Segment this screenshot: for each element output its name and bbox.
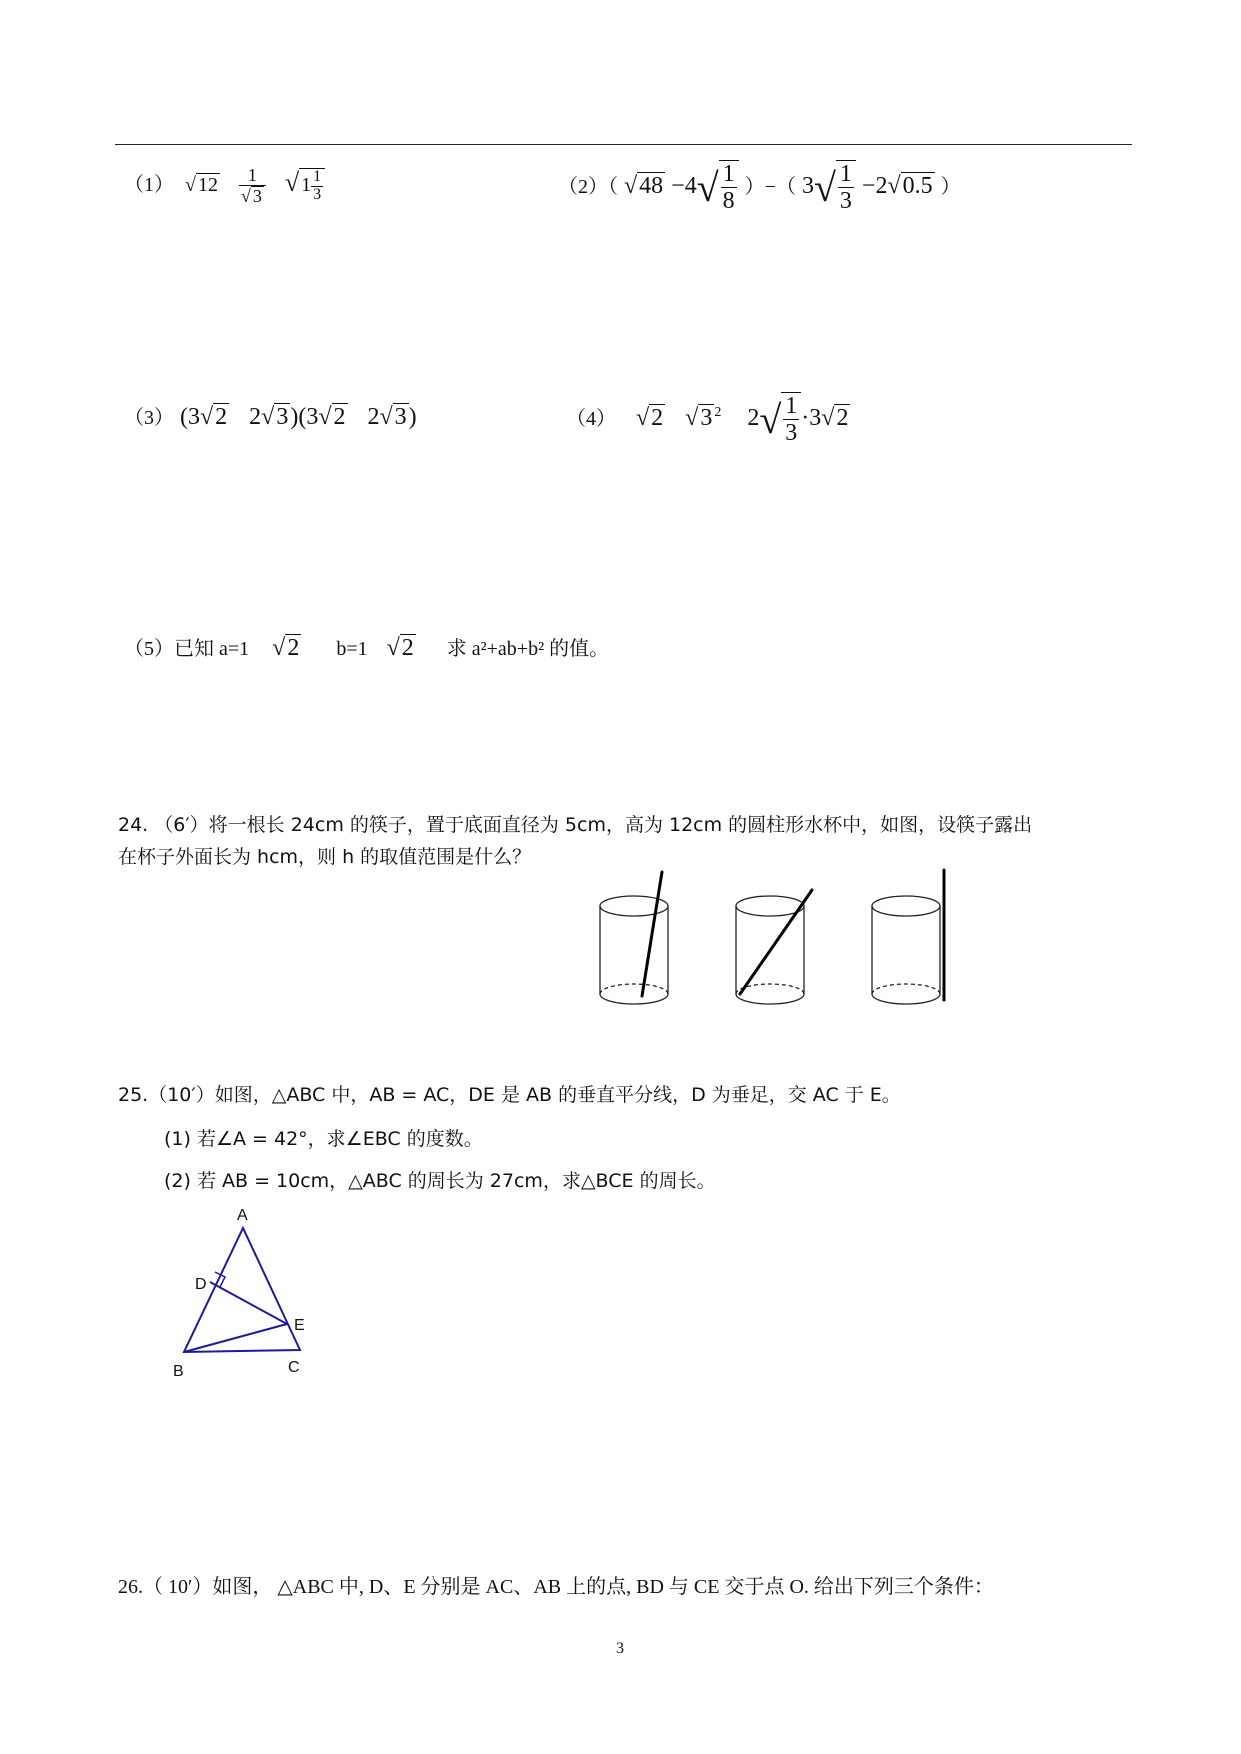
q23-part5: （5）已知 a=1 √2 b=1 √2 求 a²+ab+b² 的值。 [124,635,610,661]
page-number: 3 [616,1640,624,1657]
q25-intro: 25.（10′）如图，△ABC 中，AB = AC，DE 是 AB 的垂直平分线，D 为垂足，交 AC 于 E。 [118,1084,901,1106]
part2-frac-1-8: $\frac{1}{8}$ [719,160,739,215]
label-b: B [173,1363,184,1380]
q23-part2: （2）（ √48 −4√ $\frac{1}{8}$ ）−（ 3√ $\frac{1}{3}$ −2√0.5 ） [558,161,961,215]
part3-label: （3） [124,407,174,429]
label-c: C [288,1359,300,1376]
part1-mixed: 1 $\frac{1}{3}$ [299,168,325,204]
q25-triangle-figure [160,1200,320,1380]
q23-part3: （3） (3√2 2√3)(3√2 2√3) [124,404,417,430]
cup-3 [872,896,940,1004]
label-e: E [294,1317,305,1334]
chopstick-2 [740,890,812,994]
part1-sqrt12: 12 [197,173,218,196]
part5-label: （5）已知 a=1 [124,638,250,660]
q25-sub1: (1) 若∠A = 42°，求∠EBC 的度数。 [164,1128,483,1150]
part1-label: （1） [124,173,174,196]
part1-fraction: $\frac{1}{√ 3}$ [239,166,266,207]
q24-line2: 在杯子外面长为 hcm，则 h 的取值范围是什么？ [118,846,532,868]
chopstick-1 [642,872,662,996]
q26-line1: 26.（ 10′）如图， △ABC 中, D、E 分别是 AC、AB 上的点, BD 与 CE 交于点 O. 给出下列三个条件： [118,1576,994,1598]
header-rule [115,144,1132,145]
part2-label: （2） [558,175,608,198]
q23-part1: （1） √ 12 $\frac{1}{√ 3}$ √ 1 $\frac{1}{3}$ [124,166,325,207]
part2-frac-1-3: $\frac{1}{3}$ [836,160,856,215]
segment-be [184,1324,287,1352]
label-a: A [237,1207,248,1224]
cup-1 [600,896,668,1004]
part2-sqrt48: 48 [639,172,664,199]
q25-sub2: (2) 若 AB = 10cm，△ABC 的周长为 27cm，求△BCE 的周长。 [164,1170,716,1192]
q24-line1: 24. （6′）将一根长 24cm 的筷子，置于底面直径为 5cm，高为 12cm 的圆柱形水杯中，如图，设筷子露出 [118,814,1033,836]
label-d: D [195,1276,207,1293]
part2-sqrt05: 0.5 [902,172,933,199]
part4-label: （4） [566,407,616,430]
q23-part4: （4） √2 √3 $^2$ 2√ $\frac{1}{3}$ ·3√2 [566,393,849,447]
q24-cups-figure [590,868,990,1018]
segment-de [210,1282,287,1324]
part4-frac-1-3: $\frac{1}{3}$ [781,392,801,447]
